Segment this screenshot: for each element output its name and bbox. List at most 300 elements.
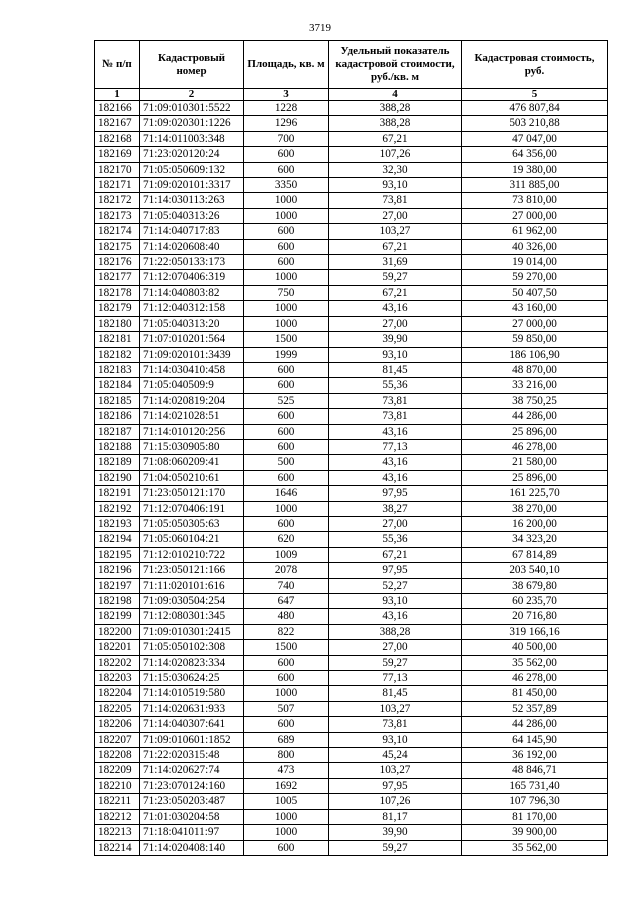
column-number-2: 2 xyxy=(140,89,244,101)
cadastral-number-cell: 71:14:040803:82 xyxy=(140,285,244,300)
row-number-cell: 182185 xyxy=(95,393,140,408)
cadastral-number-cell: 71:14:040717:83 xyxy=(140,224,244,239)
column-number-4: 4 xyxy=(329,89,462,101)
cadastral-value-cell: 40 326,00 xyxy=(462,239,608,254)
cadastral-value-cell: 319 166,16 xyxy=(462,624,608,639)
area-cell: 647 xyxy=(244,594,329,609)
table-row xyxy=(95,347,608,362)
cadastral-number-cell: 71:07:010201:564 xyxy=(140,332,244,347)
cadastral-number-cell: 71:23:050121:170 xyxy=(140,486,244,501)
area-cell: 1228 xyxy=(244,101,329,116)
cadastral-number-cell: 71:14:020408:140 xyxy=(140,840,244,855)
cadastral-number-cell: 71:05:040313:26 xyxy=(140,208,244,223)
cadastral-number-cell: 71:09:010301:5522 xyxy=(140,101,244,116)
specific-value-cell: 43,16 xyxy=(329,470,462,485)
area-cell: 1000 xyxy=(244,301,329,316)
cadastral-number-cell: 71:22:020315:48 xyxy=(140,748,244,763)
cadastral-value-cell: 48 870,00 xyxy=(462,362,608,377)
cadastral-value-cell: 52 357,89 xyxy=(462,701,608,716)
cadastral-number-cell: 71:09:020101:3439 xyxy=(140,347,244,362)
area-cell: 1999 xyxy=(244,347,329,362)
specific-value-cell: 27,00 xyxy=(329,516,462,531)
specific-value-cell: 43,16 xyxy=(329,609,462,624)
table-row xyxy=(95,424,608,439)
row-number-cell: 182192 xyxy=(95,501,140,516)
row-number-cell: 182204 xyxy=(95,686,140,701)
cadastral-value-cell: 67 814,89 xyxy=(462,547,608,562)
row-number-cell: 182169 xyxy=(95,147,140,162)
row-number-cell: 182186 xyxy=(95,409,140,424)
header-cadastral-number: Кадастровый номер xyxy=(140,41,244,89)
specific-value-cell: 39,90 xyxy=(329,825,462,840)
specific-value-cell: 67,21 xyxy=(329,285,462,300)
cadastral-value-cell: 81 170,00 xyxy=(462,809,608,824)
table-row xyxy=(95,732,608,747)
row-number-cell: 182167 xyxy=(95,116,140,131)
area-cell: 1296 xyxy=(244,116,329,131)
cadastral-value-cell: 203 540,10 xyxy=(462,563,608,578)
cadastral-number-cell: 71:14:021028:51 xyxy=(140,409,244,424)
row-number-cell: 182213 xyxy=(95,825,140,840)
area-cell: 600 xyxy=(244,840,329,855)
area-cell: 620 xyxy=(244,532,329,547)
cadastral-number-cell: 71:01:030204:58 xyxy=(140,809,244,824)
row-number-cell: 182173 xyxy=(95,208,140,223)
cadastral-value-cell: 311 885,00 xyxy=(462,178,608,193)
row-number-cell: 182184 xyxy=(95,378,140,393)
cadastral-value-cell: 36 192,00 xyxy=(462,748,608,763)
area-cell: 500 xyxy=(244,455,329,470)
row-number-cell: 182198 xyxy=(95,594,140,609)
table-row xyxy=(95,178,608,193)
specific-value-cell: 97,95 xyxy=(329,563,462,578)
table-row xyxy=(95,486,608,501)
area-cell: 507 xyxy=(244,701,329,716)
specific-value-cell: 55,36 xyxy=(329,378,462,393)
row-number-cell: 182205 xyxy=(95,701,140,716)
cadastral-value-cell: 81 450,00 xyxy=(462,686,608,701)
table-row xyxy=(95,270,608,285)
area-cell: 689 xyxy=(244,732,329,747)
row-number-cell: 182191 xyxy=(95,486,140,501)
cadastral-value-cell: 48 846,71 xyxy=(462,763,608,778)
cadastral-value-cell: 33 216,00 xyxy=(462,378,608,393)
table-row xyxy=(95,301,608,316)
table-row xyxy=(95,255,608,270)
area-cell: 600 xyxy=(244,224,329,239)
row-number-cell: 182201 xyxy=(95,640,140,655)
area-cell: 473 xyxy=(244,763,329,778)
cadastral-value-cell: 59 850,00 xyxy=(462,332,608,347)
specific-value-cell: 67,21 xyxy=(329,131,462,146)
cadastral-number-cell: 71:12:070406:191 xyxy=(140,501,244,516)
cadastral-number-cell: 71:12:040312:158 xyxy=(140,301,244,316)
cadastral-value-cell: 38 750,25 xyxy=(462,393,608,408)
table-row xyxy=(95,147,608,162)
cadastral-value-cell: 165 731,40 xyxy=(462,778,608,793)
specific-value-cell: 67,21 xyxy=(329,239,462,254)
area-cell: 740 xyxy=(244,578,329,593)
cadastral-value-cell: 46 278,00 xyxy=(462,671,608,686)
table-row xyxy=(95,655,608,670)
header-cadastral-value: Кадастровая стоимость, руб. xyxy=(462,41,608,89)
area-cell: 1009 xyxy=(244,547,329,562)
area-cell: 1000 xyxy=(244,270,329,285)
area-cell: 600 xyxy=(244,516,329,531)
row-number-cell: 182187 xyxy=(95,424,140,439)
specific-value-cell: 38,27 xyxy=(329,501,462,516)
table-row xyxy=(95,840,608,855)
row-number-cell: 182199 xyxy=(95,609,140,624)
cadastral-number-cell: 71:23:020120:24 xyxy=(140,147,244,162)
cadastral-number-cell: 71:14:020608:40 xyxy=(140,239,244,254)
page-number: 3719 xyxy=(309,22,331,34)
cadastral-number-cell: 71:18:041011:97 xyxy=(140,825,244,840)
cadastral-value-cell: 19 380,00 xyxy=(462,162,608,177)
cadastral-table xyxy=(94,40,608,856)
area-cell: 1000 xyxy=(244,825,329,840)
table-row xyxy=(95,470,608,485)
specific-value-cell: 81,17 xyxy=(329,809,462,824)
table-row xyxy=(95,624,608,639)
area-cell: 600 xyxy=(244,147,329,162)
table-row xyxy=(95,516,608,531)
table-row xyxy=(95,316,608,331)
area-cell: 480 xyxy=(244,609,329,624)
table-row xyxy=(95,285,608,300)
row-number-cell: 182177 xyxy=(95,270,140,285)
row-number-cell: 182183 xyxy=(95,362,140,377)
area-cell: 600 xyxy=(244,239,329,254)
cadastral-number-cell: 71:09:020301:1226 xyxy=(140,116,244,131)
cadastral-number-cell: 71:08:060209:41 xyxy=(140,455,244,470)
cadastral-number-cell: 71:12:080301:345 xyxy=(140,609,244,624)
table-row xyxy=(95,778,608,793)
column-number-1: 1 xyxy=(95,89,140,101)
specific-value-cell: 43,16 xyxy=(329,301,462,316)
area-cell: 1692 xyxy=(244,778,329,793)
area-cell: 525 xyxy=(244,393,329,408)
table-row xyxy=(95,239,608,254)
table-row xyxy=(95,332,608,347)
specific-value-cell: 81,45 xyxy=(329,362,462,377)
row-number-cell: 182175 xyxy=(95,239,140,254)
specific-value-cell: 27,00 xyxy=(329,208,462,223)
specific-value-cell: 97,95 xyxy=(329,778,462,793)
row-number-cell: 182174 xyxy=(95,224,140,239)
row-number-cell: 182214 xyxy=(95,840,140,855)
area-cell: 2078 xyxy=(244,563,329,578)
area-cell: 600 xyxy=(244,255,329,270)
cadastral-value-cell: 38 270,00 xyxy=(462,501,608,516)
cadastral-value-cell: 50 407,50 xyxy=(462,285,608,300)
row-number-cell: 182210 xyxy=(95,778,140,793)
table-row xyxy=(95,455,608,470)
cadastral-number-cell: 71:15:030905:80 xyxy=(140,439,244,454)
cadastral-number-cell: 71:09:010301:2415 xyxy=(140,624,244,639)
cadastral-number-cell: 71:09:010601:1852 xyxy=(140,732,244,747)
cadastral-number-cell: 71:09:030504:254 xyxy=(140,594,244,609)
specific-value-cell: 73,81 xyxy=(329,193,462,208)
table-row xyxy=(95,547,608,562)
specific-value-cell: 43,16 xyxy=(329,455,462,470)
table-row xyxy=(95,825,608,840)
area-cell: 600 xyxy=(244,439,329,454)
specific-value-cell: 93,10 xyxy=(329,347,462,362)
table-row xyxy=(95,393,608,408)
table-row xyxy=(95,563,608,578)
specific-value-cell: 93,10 xyxy=(329,732,462,747)
row-number-cell: 182197 xyxy=(95,578,140,593)
table-row xyxy=(95,809,608,824)
table-row xyxy=(95,409,608,424)
table-row xyxy=(95,686,608,701)
row-number-cell: 182182 xyxy=(95,347,140,362)
cadastral-number-cell: 71:05:040509:9 xyxy=(140,378,244,393)
cadastral-value-cell: 47 047,00 xyxy=(462,131,608,146)
specific-value-cell: 107,26 xyxy=(329,794,462,809)
specific-value-cell: 31,69 xyxy=(329,255,462,270)
row-number-cell: 182172 xyxy=(95,193,140,208)
cadastral-value-cell: 35 562,00 xyxy=(462,840,608,855)
table-header xyxy=(95,41,608,101)
cadastral-value-cell: 161 225,70 xyxy=(462,486,608,501)
specific-value-cell: 107,26 xyxy=(329,147,462,162)
cadastral-number-cell: 71:23:050203:487 xyxy=(140,794,244,809)
cadastral-value-cell: 476 807,84 xyxy=(462,101,608,116)
specific-value-cell: 27,00 xyxy=(329,640,462,655)
specific-value-cell: 27,00 xyxy=(329,316,462,331)
table-row xyxy=(95,224,608,239)
row-number-cell: 182195 xyxy=(95,547,140,562)
cadastral-number-cell: 71:14:020627:74 xyxy=(140,763,244,778)
row-number-cell: 182212 xyxy=(95,809,140,824)
specific-value-cell: 32,30 xyxy=(329,162,462,177)
table-row xyxy=(95,609,608,624)
table-row xyxy=(95,748,608,763)
cadastral-value-cell: 64 145,90 xyxy=(462,732,608,747)
row-number-cell: 182208 xyxy=(95,748,140,763)
area-cell: 600 xyxy=(244,424,329,439)
table-row xyxy=(95,162,608,177)
area-cell: 600 xyxy=(244,362,329,377)
column-number-5: 5 xyxy=(462,89,608,101)
header-specific-value: Удельный показатель кадастровой стоимости, руб./кв. м xyxy=(329,41,462,89)
area-cell: 750 xyxy=(244,285,329,300)
row-number-cell: 182207 xyxy=(95,732,140,747)
area-cell: 600 xyxy=(244,470,329,485)
row-number-cell: 182176 xyxy=(95,255,140,270)
specific-value-cell: 93,10 xyxy=(329,594,462,609)
cadastral-number-cell: 71:15:030624:25 xyxy=(140,671,244,686)
table-row xyxy=(95,594,608,609)
table-row xyxy=(95,640,608,655)
row-number-cell: 182189 xyxy=(95,455,140,470)
row-number-cell: 182180 xyxy=(95,316,140,331)
cadastral-number-cell: 71:14:030113:263 xyxy=(140,193,244,208)
cadastral-value-cell: 25 896,00 xyxy=(462,470,608,485)
cadastral-value-cell: 60 235,70 xyxy=(462,594,608,609)
row-number-cell: 182171 xyxy=(95,178,140,193)
cadastral-number-cell: 71:14:020631:933 xyxy=(140,701,244,716)
area-cell: 600 xyxy=(244,162,329,177)
cadastral-value-cell: 186 106,90 xyxy=(462,347,608,362)
specific-value-cell: 73,81 xyxy=(329,409,462,424)
row-number-cell: 182193 xyxy=(95,516,140,531)
cadastral-number-cell: 71:14:010120:256 xyxy=(140,424,244,439)
cadastral-value-cell: 16 200,00 xyxy=(462,516,608,531)
cadastral-value-cell: 39 900,00 xyxy=(462,825,608,840)
table-row xyxy=(95,131,608,146)
area-cell: 700 xyxy=(244,131,329,146)
specific-value-cell: 59,27 xyxy=(329,270,462,285)
area-cell: 600 xyxy=(244,717,329,732)
table-row xyxy=(95,116,608,131)
area-cell: 1000 xyxy=(244,686,329,701)
row-number-cell: 182203 xyxy=(95,671,140,686)
cadastral-value-cell: 46 278,00 xyxy=(462,439,608,454)
cadastral-value-cell: 40 500,00 xyxy=(462,640,608,655)
cadastral-number-cell: 71:05:040313:20 xyxy=(140,316,244,331)
specific-value-cell: 77,13 xyxy=(329,671,462,686)
specific-value-cell: 103,27 xyxy=(329,763,462,778)
row-number-cell: 182200 xyxy=(95,624,140,639)
row-number-cell: 182166 xyxy=(95,101,140,116)
cadastral-value-cell: 38 679,80 xyxy=(462,578,608,593)
table-row xyxy=(95,717,608,732)
row-number-cell: 182190 xyxy=(95,470,140,485)
cadastral-number-cell: 71:14:020819:204 xyxy=(140,393,244,408)
table-row xyxy=(95,101,608,116)
cadastral-number-cell: 71:12:070406:319 xyxy=(140,270,244,285)
area-cell: 1000 xyxy=(244,316,329,331)
area-cell: 822 xyxy=(244,624,329,639)
cadastral-number-cell: 71:22:050133:173 xyxy=(140,255,244,270)
cadastral-number-cell: 71:05:050609:132 xyxy=(140,162,244,177)
specific-value-cell: 81,45 xyxy=(329,686,462,701)
cadastral-value-cell: 34 323,20 xyxy=(462,532,608,547)
area-cell: 1500 xyxy=(244,332,329,347)
row-number-cell: 182211 xyxy=(95,794,140,809)
table-row xyxy=(95,671,608,686)
row-number-cell: 182194 xyxy=(95,532,140,547)
area-cell: 800 xyxy=(244,748,329,763)
cadastral-value-cell: 43 160,00 xyxy=(462,301,608,316)
cadastral-number-cell: 71:14:020823:334 xyxy=(140,655,244,670)
cadastral-value-cell: 503 210,88 xyxy=(462,116,608,131)
column-number-3: 3 xyxy=(244,89,329,101)
cadastral-value-cell: 107 796,30 xyxy=(462,794,608,809)
cadastral-value-cell: 44 286,00 xyxy=(462,717,608,732)
area-cell: 600 xyxy=(244,378,329,393)
row-number-cell: 182170 xyxy=(95,162,140,177)
specific-value-cell: 52,27 xyxy=(329,578,462,593)
cadastral-number-cell: 71:09:020101:3317 xyxy=(140,178,244,193)
specific-value-cell: 388,28 xyxy=(329,101,462,116)
table-row xyxy=(95,193,608,208)
row-number-cell: 182178 xyxy=(95,285,140,300)
table-row xyxy=(95,532,608,547)
cadastral-value-cell: 27 000,00 xyxy=(462,208,608,223)
table-row xyxy=(95,794,608,809)
table-row xyxy=(95,362,608,377)
row-number-cell: 182202 xyxy=(95,655,140,670)
row-number-cell: 182188 xyxy=(95,439,140,454)
cadastral-number-cell: 71:04:050210:61 xyxy=(140,470,244,485)
table-row xyxy=(95,763,608,778)
area-cell: 1000 xyxy=(244,809,329,824)
header-number: № п/п xyxy=(95,41,140,89)
cadastral-value-cell: 20 716,80 xyxy=(462,609,608,624)
row-number-cell: 182196 xyxy=(95,563,140,578)
cadastral-number-cell: 71:05:060104:21 xyxy=(140,532,244,547)
specific-value-cell: 59,27 xyxy=(329,840,462,855)
cadastral-value-cell: 21 580,00 xyxy=(462,455,608,470)
specific-value-cell: 73,81 xyxy=(329,717,462,732)
header-area: Площадь, кв. м xyxy=(244,41,329,89)
specific-value-cell: 39,90 xyxy=(329,332,462,347)
specific-value-cell: 45,24 xyxy=(329,748,462,763)
row-number-cell: 182209 xyxy=(95,763,140,778)
area-cell: 600 xyxy=(244,409,329,424)
area-cell: 600 xyxy=(244,671,329,686)
table-row xyxy=(95,439,608,454)
row-number-cell: 182168 xyxy=(95,131,140,146)
area-cell: 1000 xyxy=(244,208,329,223)
cadastral-value-cell: 73 810,00 xyxy=(462,193,608,208)
area-cell: 1500 xyxy=(244,640,329,655)
area-cell: 1646 xyxy=(244,486,329,501)
row-number-cell: 182206 xyxy=(95,717,140,732)
specific-value-cell: 77,13 xyxy=(329,439,462,454)
specific-value-cell: 103,27 xyxy=(329,224,462,239)
specific-value-cell: 59,27 xyxy=(329,655,462,670)
cadastral-value-cell: 44 286,00 xyxy=(462,409,608,424)
cadastral-number-cell: 71:23:070124:160 xyxy=(140,778,244,793)
table-body xyxy=(95,101,608,856)
cadastral-number-cell: 71:14:010519:580 xyxy=(140,686,244,701)
table-row xyxy=(95,578,608,593)
cadastral-number-cell: 71:05:050102:308 xyxy=(140,640,244,655)
specific-value-cell: 93,10 xyxy=(329,178,462,193)
specific-value-cell: 388,28 xyxy=(329,116,462,131)
specific-value-cell: 388,28 xyxy=(329,624,462,639)
cadastral-number-cell: 71:14:030410:458 xyxy=(140,362,244,377)
row-number-cell: 182179 xyxy=(95,301,140,316)
specific-value-cell: 103,27 xyxy=(329,701,462,716)
table-row xyxy=(95,501,608,516)
specific-value-cell: 43,16 xyxy=(329,424,462,439)
cadastral-value-cell: 64 356,00 xyxy=(462,147,608,162)
specific-value-cell: 73,81 xyxy=(329,393,462,408)
cadastral-number-cell: 71:11:020101:616 xyxy=(140,578,244,593)
specific-value-cell: 97,95 xyxy=(329,486,462,501)
cadastral-number-cell: 71:05:050305:63 xyxy=(140,516,244,531)
specific-value-cell: 55,36 xyxy=(329,532,462,547)
specific-value-cell: 67,21 xyxy=(329,547,462,562)
cadastral-number-cell: 71:14:011003:348 xyxy=(140,131,244,146)
cadastral-value-cell: 35 562,00 xyxy=(462,655,608,670)
cadastral-number-cell: 71:23:050121:166 xyxy=(140,563,244,578)
area-cell: 1000 xyxy=(244,193,329,208)
row-number-cell: 182181 xyxy=(95,332,140,347)
table-row xyxy=(95,701,608,716)
cadastral-value-cell: 61 962,00 xyxy=(462,224,608,239)
cadastral-number-cell: 71:14:040307:641 xyxy=(140,717,244,732)
table-row xyxy=(95,208,608,223)
cadastral-number-cell: 71:12:010210:722 xyxy=(140,547,244,562)
area-cell: 1005 xyxy=(244,794,329,809)
